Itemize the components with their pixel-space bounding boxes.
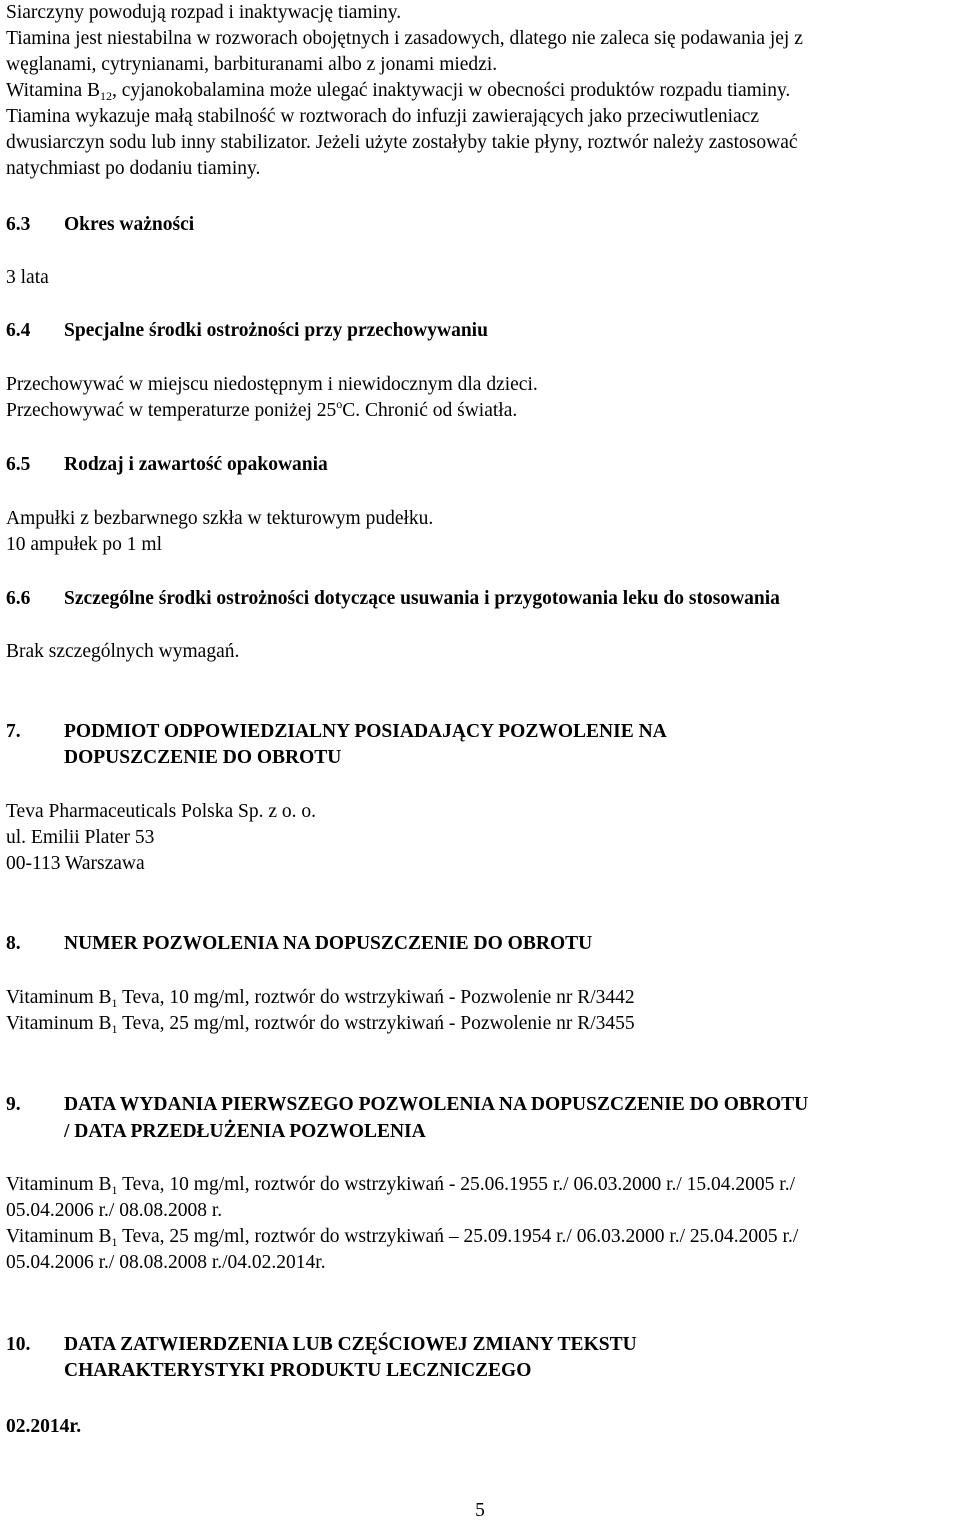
- permit-line-2-pre: Vitaminum B: [6, 1013, 112, 1034]
- intro-line-5: Tiamina wykazuje małą stabilność w roztworach do infuzji zawierających jako przeciwutleniacz: [6, 106, 759, 127]
- heading-6-3: [6, 212, 194, 238]
- permit-line-2: [6, 1011, 635, 1037]
- heading-6-3-number: 6.3: [6, 214, 31, 235]
- heading-9: [6, 1092, 808, 1118]
- dates-b-line-2: 05.04.2006 r./ 08.08.2008 r./04.02.2014r.: [6, 1252, 326, 1273]
- permit-line-1-sub: 1: [111, 996, 118, 1010]
- intro-line-1: Siarczyny powodują rozpad i inaktywację tiaminy.: [6, 2, 402, 23]
- storage-line-1: Przechowywać w miejscu niedostępnym i niewidocznym dla dzieci.: [6, 374, 538, 395]
- storage-line-2: [6, 398, 517, 424]
- heading-8: [6, 931, 592, 957]
- heading-6-6: [6, 586, 780, 612]
- heading-6-6-number: 6.6: [6, 588, 31, 609]
- intro-line-4-post: , cyjanokobalamina może ulegać inaktywacji w obecności produktów rozpadu tiaminy.: [112, 80, 791, 101]
- permit-line-1: [6, 985, 635, 1011]
- storage-line-2-post: C. Chronić od światła.: [342, 400, 518, 421]
- intro-line-2: Tiamina jest niestabilna w rozworach obojętnych i zasadowych, dlatego nie zaleca się podawania jej z: [6, 28, 803, 49]
- intro-line-4: [6, 78, 790, 104]
- heading-7-title-line-1: PODMIOT ODPOWIEDZIALNY POSIADAJĄCY POZWOLENIE NA: [64, 721, 667, 742]
- heading-9-title-line-1: DATA WYDANIA PIERWSZEGO POZWOLENIA NA DOPUSZCZENIE DO OBROTU: [64, 1094, 809, 1115]
- heading-9-number: 9.: [6, 1094, 21, 1115]
- holder-name: Teva Pharmaceuticals Polska Sp. z o. o.: [6, 801, 317, 822]
- heading-6-3-title: Okres ważności: [64, 214, 195, 235]
- dates-b-sub: 1: [111, 1235, 118, 1249]
- dates-a-post: Teva, 10 mg/ml, roztwór do wstrzykiwań - 25.06.1955 r./ 06.03.2000 r./ 15.04.2005 r./: [117, 1174, 796, 1195]
- heading-9-title-line-2: / DATA PRZEDŁUŻENIA POZWOLENIA: [64, 1121, 426, 1142]
- permit-line-1-post: Teva, 10 mg/ml, roztwór do wstrzykiwań - Pozwolenie nr R/3442: [117, 987, 635, 1008]
- heading-10: [6, 1332, 637, 1358]
- approval-date: 02.2014r.: [6, 1416, 82, 1437]
- intro-line-6: dwusiarczyn sodu lub inny stabilizator. Jeżeli użyte zostałyby takie płyny, roztwór należy zastosować: [6, 132, 798, 153]
- intro-line-3: węglanami, cytrynianami, barbituranami albo z jonami miedzi.: [6, 54, 498, 75]
- permit-line-2-post: Teva, 25 mg/ml, roztwór do wstrzykiwań - Pozwolenie nr R/3455: [117, 1013, 635, 1034]
- heading-6-4: [6, 318, 488, 344]
- shelf-life-text: 3 lata: [6, 267, 49, 288]
- intro-line-4-pre: Witamina B: [6, 80, 100, 101]
- heading-6-5: [6, 452, 328, 478]
- storage-line-2-sup: o: [336, 397, 343, 411]
- dates-a-pre: Vitaminum B: [6, 1174, 112, 1195]
- dates-b-post: Teva, 25 mg/ml, roztwór do wstrzykiwań – 25.09.1954 r./ 06.03.2000 r./ 25.04.2005 r./: [117, 1226, 799, 1247]
- heading-8-number: 8.: [6, 933, 21, 954]
- packaging-line-2: 10 ampułek po 1 ml: [6, 534, 162, 555]
- intro-line-7: natychmiast po dodaniu tiaminy.: [6, 158, 261, 179]
- intro-line-4-sub: 12: [100, 89, 112, 103]
- heading-6-6-title: Szczególne środki ostrożności dotyczące usuwania i przygotowania leku do stosowania: [64, 588, 780, 609]
- heading-7: [6, 719, 667, 745]
- heading-7-number: 7.: [6, 721, 21, 742]
- heading-6-4-title: Specjalne środki ostrożności przy przechowywaniu: [64, 320, 488, 341]
- storage-line-2-pre: Przechowywać w temperaturze poniżej 25: [6, 400, 337, 421]
- heading-6-4-number: 6.4: [6, 320, 31, 341]
- heading-7-title-line-2: DOPUSZCZENIE DO OBROTU: [64, 747, 342, 768]
- permit-line-1-pre: Vitaminum B: [6, 987, 112, 1008]
- page-number: 5: [475, 1500, 485, 1521]
- dates-b-line-1: [6, 1224, 798, 1250]
- heading-10-number: 10.: [6, 1334, 31, 1355]
- disposal-text: Brak szczególnych wymagań.: [6, 641, 240, 662]
- heading-6-5-title: Rodzaj i zawartość opakowania: [64, 454, 328, 475]
- holder-city: 00-113 Warszawa: [6, 853, 145, 874]
- heading-6-5-number: 6.5: [6, 454, 31, 475]
- dates-a-line-2: 05.04.2006 r./ 08.08.2008 r.: [6, 1200, 223, 1221]
- heading-8-title: NUMER POZWOLENIA NA DOPUSZCZENIE DO OBROTU: [64, 933, 593, 954]
- packaging-line-1: Ampułki z bezbarwnego szkła w tekturowym pudełku.: [6, 508, 434, 529]
- heading-10-title-line-2: CHARAKTERYSTYKI PRODUKTU LECZNICZEGO: [64, 1360, 532, 1381]
- dates-b-pre: Vitaminum B: [6, 1226, 112, 1247]
- dates-a-line-1: [6, 1172, 795, 1198]
- permit-line-2-sub: 1: [111, 1022, 118, 1036]
- heading-10-title-line-1: DATA ZATWIERDZENIA LUB CZĘŚCIOWEJ ZMIANY TEKSTU: [64, 1334, 637, 1355]
- holder-street: ul. Emilii Plater 53: [6, 827, 155, 848]
- dates-a-sub: 1: [111, 1183, 118, 1197]
